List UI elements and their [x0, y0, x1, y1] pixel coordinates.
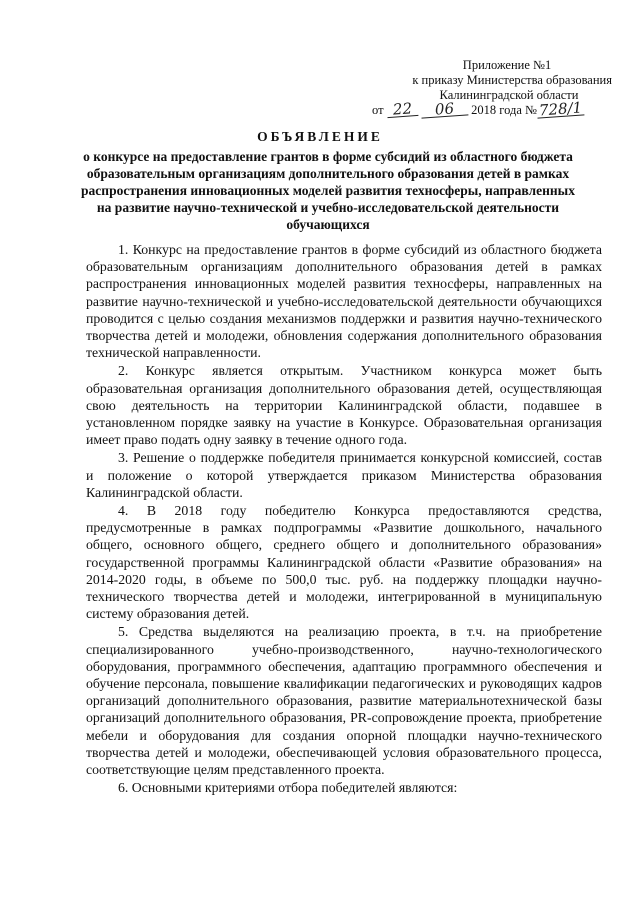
handwritten-day: 22 [386, 102, 418, 118]
date-prefix: от [372, 103, 384, 117]
appendix-block [372, 58, 612, 118]
paragraph-3: 3. Решение о поддержке победителя принимается конкурсной комиссией, состав и положение о которой утверждается приказом Министерства образования Калининградской области. [86, 450, 602, 500]
handwritten-month: 06 [420, 101, 468, 118]
announcement-heading: ОБЪЯВЛЕНИЕ [257, 129, 383, 144]
appendix-date-line [372, 98, 612, 120]
date-year-text: 2018 года № [471, 103, 537, 117]
paragraph-1: 1. Конкурс на предоставление грантов в форме субсидий из областного бюджета образовательным организациям дополнительного образования детей в рамках распространения инновационных моделей развития техносферы, направленных на развитие научно-технической и учебно-исследовательской деятельности обучающихся проводится с целью создания механизмов поддержки и развития научно-технического творчества детей и молодежи, обновления содержания дополнительного образования технической направленности. [86, 242, 602, 361]
paragraph-5: 5. Средства выделяются на реализацию проекта, в т.ч. на приобретение специализированного учебно-производственного, научно-технологического оборудования, программного обеспечения, адаптацию программного обеспечения и обучение персонала, повышение квалификации педагогических и руководящих кадров организаций дополнительного образования, развитие материальнотехнической базы организаций дополнительного образования, PR-сопровождение проекта, приобретение мебели и оборудования для создания опорной площадки научно-технического творчества детей и молодежи, обеспечивающей условия образовательного процесса, соответствующие целям представленного проекта. [86, 624, 602, 778]
document-body [86, 241, 602, 797]
paragraph-6: 6. Основными критериями отбора победителей являются: [118, 780, 458, 796]
appendix-title: Приложение №1 [462, 58, 552, 72]
announcement-subtitle: о конкурсе на предоставление грантов в форме субсидий из областного бюджета образовательным организациям дополнительного образования детей в рамках распространения инновационных моделей развития техносферы, направленных на развитие научно-технической и учебно-исследовательской деятельности обучающихся [81, 149, 575, 232]
paragraph-2: 2. Конкурс является открытым. Участником конкурса может быть образовательная организация дополнительного образования детей, осуществляющая свою деятельность на территории Калининградской области, подавшее в установленном порядке заявку на участие в Конкурсе. Образовательная организация имеет право подать одну заявку в течение одного года. [86, 363, 602, 448]
appendix-order-ref: к приказу Министерства образования [412, 73, 612, 87]
appendix-region: Калининградской области [439, 88, 579, 102]
handwritten-order-number: 728/1 [538, 98, 583, 120]
paragraph-4: 4. В 2018 году победителю Конкурса предоставляются средства, предусмотренные в рамках подпрограммы «Развитие дошкольного, начального общего, основного общего, среднего общего и дополнительного образования» государственной программы Калининградской области «Развитие образования» на 2014-2020 годы, в объеме по 500,0 тыс. руб. на поддержку площадки научно-технического творчества детей и молодежи, интегрированной в муниципальную систему образования детей. [86, 503, 602, 622]
